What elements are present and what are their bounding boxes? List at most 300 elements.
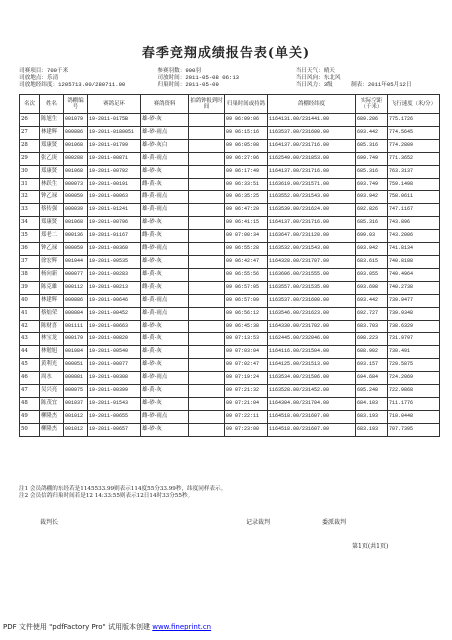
cell-name: 陈财喜 [40, 320, 64, 333]
cell-distance: 688.902 [356, 346, 388, 359]
cell-rank: 35 [20, 230, 40, 243]
cell-loft-id: 001068 [64, 217, 88, 230]
cell-rank: 39 [20, 281, 40, 294]
cell-loft-id: 001012 [64, 423, 88, 436]
cell-rank: 37 [20, 255, 40, 268]
cell-ring: 19-2011-00540 [88, 346, 141, 359]
cell-name: 蔡传强 [40, 204, 64, 217]
cell-rank: 32 [20, 191, 40, 204]
cell-speed: 763.3137 [388, 165, 440, 178]
cell-loft-id: 001044 [64, 255, 88, 268]
cell-name: 柳隆杰 [40, 410, 64, 423]
cell-distance: 693.942 [356, 243, 388, 256]
cell-clock-time [189, 397, 225, 410]
cell-loft-coords: 1163552.00/231543.00 [268, 191, 356, 204]
cell-arrival-time: 09 06:17:49 [225, 165, 268, 178]
cell-loft-id: 001068 [64, 165, 88, 178]
cell-ring: 19-2011-00796 [88, 217, 141, 230]
cell-rank: 43 [20, 333, 40, 346]
cell-loft-coords: 1164131.00/231441.00 [268, 114, 356, 127]
cell-bird-info: 雄-砂-灰 [141, 255, 189, 268]
cell-name: 林跃生 [40, 178, 64, 191]
cell-clock-time [189, 217, 225, 230]
cell-name: 吴兴亮 [40, 385, 64, 398]
cell-ring: 19-2011-01241 [88, 204, 141, 217]
cell-speed: 743.2006 [388, 230, 440, 243]
cell-ring: 19-2011-00820 [88, 333, 141, 346]
cell-name: 林宝龙 [40, 333, 64, 346]
cell-distance: 685.316 [356, 217, 388, 230]
cell-speed: 759.1498 [388, 178, 440, 191]
table-row [20, 165, 440, 178]
cell-loft-id: 001084 [64, 346, 88, 359]
cell-rank: 47 [20, 385, 40, 398]
cell-clock-time [189, 255, 225, 268]
cell-arrival-time: 09 06:57:09 [225, 294, 268, 307]
cell-arrival-time: 09 06:27:06 [225, 152, 268, 165]
cell-ring: 19-2011-00191 [88, 178, 141, 191]
cell-distance: 693.442 [356, 294, 388, 307]
cell-arrival-time: 09 06:15:16 [225, 126, 268, 139]
cell-speed: 774.5645 [388, 126, 440, 139]
cell-rank: 46 [20, 372, 40, 385]
cell-rank: 41 [20, 307, 40, 320]
cell-loft-id: 000886 [64, 126, 88, 139]
cell-speed: 739.9348 [388, 307, 440, 320]
cell-loft-coords: 1164137.00/231716.00 [268, 217, 356, 230]
cell-bird-info: 雄-砂-雨点 [141, 126, 189, 139]
cell-loft-coords: 1163534.00/231506.00 [268, 372, 356, 385]
cell-clock-time [189, 410, 225, 423]
cell-name: 黄利光 [40, 359, 64, 372]
cell-loft-coords: 1163647.00/231120.00 [268, 230, 356, 243]
cell-distance: 693.055 [356, 268, 388, 281]
cell-loft-id: 001012 [64, 410, 88, 423]
cell-bird-info: 雄-砂-灰白 [141, 139, 189, 152]
cell-loft-coords: 1164137.00/231716.00 [268, 165, 356, 178]
cell-loft-id: 000886 [64, 294, 88, 307]
header-distance: 实际空距（千米） [356, 95, 388, 114]
cell-loft-id: 000059 [64, 191, 88, 204]
cell-name: 张乙庚 [40, 152, 64, 165]
cell-ring: 19-2011-01799 [88, 139, 141, 152]
header-ring: 赛鸽足环 [88, 95, 141, 114]
cell-name: 陈茂宜 [40, 397, 64, 410]
cell-rank: 40 [20, 294, 40, 307]
cell-arrival-time: 09 07:00:34 [225, 230, 268, 243]
cell-ring: 19-2011-00655 [88, 410, 141, 423]
cell-speed: 707.7395 [388, 423, 440, 436]
report-title: 春季竞翔成绩报告表(单关) [141, 46, 311, 61]
cell-loft-coords: 1163539.00/231624.00 [268, 204, 356, 217]
cell-clock-time [189, 294, 225, 307]
cell-loft-id: 000288 [64, 152, 88, 165]
cell-name: 郑康贤 [40, 217, 64, 230]
cell-distance: 689.206 [356, 114, 388, 127]
cell-arrival-time: 09 07:19:24 [225, 372, 268, 385]
cell-bird-info: 雌-黄-雨点 [141, 191, 189, 204]
cell-bird-info: 雄-砂-雨点 [141, 372, 189, 385]
cell-arrival-time: 09 07:23:00 [225, 423, 268, 436]
cell-clock-time [189, 230, 225, 243]
cell-rank: 29 [20, 152, 40, 165]
cell-arrival-time: 09 06:41:15 [225, 217, 268, 230]
table-row [20, 397, 440, 410]
cell-distance: 683.193 [356, 410, 388, 423]
cell-ring: 19-2011-0175B [88, 114, 141, 127]
cell-speed: 729.5875 [388, 359, 440, 372]
cell-arrival-time: 09 06:33:51 [225, 178, 268, 191]
cell-arrival-time: 09 07:13:53 [225, 333, 268, 346]
cell-loft-coords: 1164125.00/231513.00 [268, 359, 356, 372]
cell-distance: 693.698 [356, 281, 388, 294]
cell-bird-info: 雄-砂-灰 [141, 165, 189, 178]
table-row [20, 255, 440, 268]
cell-name: 林勉旭 [40, 346, 64, 359]
cell-loft-coords: 1162549.00/231853.00 [268, 152, 356, 165]
cell-arrival-time: 09 06:35:25 [225, 191, 268, 204]
cell-arrival-time: 09 06:47:20 [225, 204, 268, 217]
cell-loft-id: 000077 [64, 268, 88, 281]
table-row [20, 126, 440, 139]
meta-weather: 当日天气：晴天 [295, 67, 335, 74]
cell-bird-info: 雄-黄-灰 [141, 346, 189, 359]
cell-rank: 50 [20, 423, 40, 436]
cell-name: 郑康贤 [40, 139, 64, 152]
cell-distance: 684.103 [356, 397, 388, 410]
header-speed: 飞行速度（米/分） [388, 95, 440, 114]
cell-bird-info: 雄-砂-灰 [141, 114, 189, 127]
cell-speed: 724.2069 [388, 372, 440, 385]
meta-entries: 参赛羽数：900羽 [157, 67, 201, 74]
results-table [19, 94, 440, 437]
note-2: 注2 会员信鸽归巢时间若是12 14:33:55则表示12日14时33分55秒。 [19, 493, 194, 499]
cell-distance: 683.703 [356, 320, 388, 333]
cell-arrival-time: 09 06:45:38 [225, 320, 268, 333]
page-number: 第1页(共1页) [352, 543, 389, 550]
cell-speed: 741.8134 [388, 243, 440, 256]
meta-release-coords: 司放地经纬度：1205713.00/280711.00 [19, 81, 126, 88]
table-row [20, 294, 440, 307]
cell-arrival-time: 09 07:21:32 [225, 385, 268, 398]
signature-appointed-judge: 委派裁判 [322, 519, 347, 526]
cell-loft-id: 000051 [64, 359, 88, 372]
cell-distance: 693.942 [356, 191, 388, 204]
cell-clock-time [189, 243, 225, 256]
cell-loft-id: 000059 [64, 243, 88, 256]
cell-bird-info: 雄-砂-灰 [141, 217, 189, 230]
cell-distance: 683.615 [356, 255, 388, 268]
table-row [20, 217, 440, 230]
meta-wind-direction: 当日风向：东北风 [295, 74, 341, 81]
cell-ring: 19-2011-00063 [88, 191, 141, 204]
cell-loft-coords: 1164328.00/231707.00 [268, 255, 356, 268]
meta-tabulated: 制表：2011年05月12日 [351, 81, 412, 88]
table-row [20, 230, 440, 243]
table-row [20, 191, 440, 204]
notes [19, 486, 226, 500]
cell-loft-coords: 1164518.00/231607.00 [268, 423, 356, 436]
cell-loft-coords: 1164304.00/231704.00 [268, 397, 356, 410]
cell-ring: 19-2011-00871 [88, 152, 141, 165]
cell-bird-info: 雄-黄-雨点 [141, 152, 189, 165]
table-row [20, 204, 440, 217]
cell-bird-info: 雄-黄-雨点 [141, 294, 189, 307]
cell-name: 林建辉 [40, 294, 64, 307]
cell-loft-id: 001111 [64, 320, 88, 333]
cell-name: 郑老二 [40, 230, 64, 243]
cell-ring: 19-2011-00663 [88, 320, 141, 333]
cell-clock-time [189, 346, 225, 359]
cell-distance: 692.727 [356, 307, 388, 320]
cell-name: 柳隆杰 [40, 423, 64, 436]
cell-loft-coords: 1164518.00/231607.00 [268, 410, 356, 423]
cell-loft-id: 000039 [64, 204, 88, 217]
table-row [20, 333, 440, 346]
header-arrival-time: 归巢时间或持鸽 [225, 95, 268, 114]
footer-link[interactable]: www.fineprint.cn [152, 623, 212, 631]
cell-loft-coords: 1163528.00/231452.00 [268, 385, 356, 398]
cell-bird-info: 雌-黄-灰 [141, 230, 189, 243]
cell-ring: 19-2011-00646 [88, 294, 141, 307]
cell-rank: 27 [20, 126, 40, 139]
cell-rank: 34 [20, 217, 40, 230]
cell-rank: 33 [20, 204, 40, 217]
cell-bird-info: 雌-砂-雨点 [141, 243, 189, 256]
cell-clock-time [189, 372, 225, 385]
cell-name: 郑康贤 [40, 165, 64, 178]
cell-speed: 730.491 [388, 346, 440, 359]
header-loft-id: 鸽棚编号 [64, 95, 88, 114]
table-row [20, 372, 440, 385]
cell-ring: 19-2011-00077 [88, 359, 141, 372]
table-row [20, 139, 440, 152]
cell-loft-id: 000073 [64, 178, 88, 191]
cell-arrival-time: 09 07:02:47 [225, 359, 268, 372]
table-row [20, 114, 440, 127]
cell-clock-time [189, 281, 225, 294]
meta-release-place: 司放地点：乐清 [19, 74, 59, 81]
cell-speed: 739.9477 [388, 294, 440, 307]
cell-name: 钟乙禄 [40, 243, 64, 256]
signature-record-judge: 记录裁判 [246, 519, 271, 526]
cell-loft-id: 000084 [64, 307, 88, 320]
cell-clock-time [189, 178, 225, 191]
header-rank: 名次 [20, 95, 40, 114]
table-row [20, 307, 440, 320]
header-bird-info: 赛鸽资料 [141, 95, 189, 114]
cell-bird-info: 雄-砂-灰 [141, 320, 189, 333]
cell-clock-time [189, 114, 225, 127]
cell-clock-time [189, 359, 225, 372]
cell-clock-time [189, 268, 225, 281]
cell-ring: 19-2011-00308 [88, 372, 141, 385]
cell-speed: 711.1776 [388, 397, 440, 410]
cell-distance: 683.193 [356, 423, 388, 436]
cell-ring: 19-2011-01543 [88, 397, 141, 410]
cell-arrival-time: 09 06:55:56 [225, 268, 268, 281]
cell-name: 钟乙禄 [40, 191, 64, 204]
cell-loft-coords: 1163606.00/231555.00 [268, 268, 356, 281]
cell-ring: 19-2011-00213 [88, 281, 141, 294]
cell-ring: 19-2011-0180051 [88, 126, 141, 139]
table-row [20, 423, 440, 436]
cell-loft-coords: 1164137.00/231716.00 [268, 139, 356, 152]
table-row [20, 410, 440, 423]
cell-speed: 771.3652 [388, 152, 440, 165]
cell-name: 周水 [40, 372, 64, 385]
table-row [20, 320, 440, 333]
cell-ring: 19-2011-00792 [88, 165, 141, 178]
cell-bird-info: 雄-黄-雨点 [141, 204, 189, 217]
cell-name: 杨向新 [40, 268, 64, 281]
cell-bird-info: 雄-砂-灰 [141, 397, 189, 410]
cell-ring: 19-2011-01167 [88, 230, 141, 243]
meta-distance: 司赛项目：700千米 [19, 67, 69, 74]
cell-arrival-time: 09 06:05:08 [225, 139, 268, 152]
cell-bird-info: 雄-黄-灰 [141, 333, 189, 346]
cell-rank: 36 [20, 243, 40, 256]
cell-rank: 26 [20, 114, 40, 127]
cell-ring: 19-2011-00535 [88, 255, 141, 268]
cell-bird-info: 雄-砂-灰 [141, 359, 189, 372]
cell-bird-info: 雌-黄-灰 [141, 281, 189, 294]
cell-loft-id: 000075 [64, 385, 88, 398]
table-row [20, 281, 440, 294]
cell-loft-coords: 1164116.00/231504.00 [268, 346, 356, 359]
cell-loft-id: 000136 [64, 230, 88, 243]
meta-return-date: 归巢时间：2011-05-09 [157, 81, 219, 88]
cell-speed: 740.8188 [388, 255, 440, 268]
cell-distance: 699.749 [356, 152, 388, 165]
cell-rank: 49 [20, 410, 40, 423]
cell-distance: 694.684 [356, 372, 388, 385]
cell-ring: 19-2011-00452 [88, 307, 141, 320]
cell-loft-coords: 1162445.00/232046.00 [268, 333, 356, 346]
table-row [20, 152, 440, 165]
cell-distance: 698.223 [356, 333, 388, 346]
meta-wind-force: 当日风力：3级 [295, 81, 333, 88]
cell-ring: 19-2011-00399 [88, 385, 141, 398]
cell-speed: 710.0448 [388, 410, 440, 423]
cell-name: 陈克雄 [40, 281, 64, 294]
table-row [20, 243, 440, 256]
cell-loft-coords: 1163619.00/231571.00 [268, 178, 356, 191]
cell-loft-id: 001037 [64, 397, 88, 410]
cell-arrival-time: 09 06:57:05 [225, 281, 268, 294]
cell-rank: 48 [20, 397, 40, 410]
cell-arrival-time: 09 07:22:11 [225, 410, 268, 423]
cell-rank: 28 [20, 139, 40, 152]
cell-distance: 695.248 [356, 385, 388, 398]
cell-clock-time [189, 385, 225, 398]
cell-clock-time [189, 126, 225, 139]
cell-speed: 738.6329 [388, 320, 440, 333]
table-row [20, 385, 440, 398]
cell-ring: 19-2011-00657 [88, 423, 141, 436]
cell-loft-coords: 1163546.00/231623.00 [268, 307, 356, 320]
cell-loft-id: 000179 [64, 333, 88, 346]
cell-speed: 747.1167 [388, 204, 440, 217]
cell-arrival-time: 09 07:21:04 [225, 397, 268, 410]
cell-rank: 38 [20, 268, 40, 281]
cell-loft-id: 000081 [64, 372, 88, 385]
cell-rank: 30 [20, 165, 40, 178]
cell-rank: 31 [20, 178, 40, 191]
cell-name: 林建辉 [40, 126, 64, 139]
note-1: 注1 会员鸽棚的东经若是1145533.99则表示114度55分33.99秒，纬度同样表示。 [19, 486, 227, 492]
cell-clock-time [189, 320, 225, 333]
cell-clock-time [189, 139, 225, 152]
table-header-row [20, 95, 440, 114]
cell-clock-time [189, 423, 225, 436]
header-clock-time: 拍鸽钟报到时间 [189, 95, 225, 114]
cell-clock-time [189, 191, 225, 204]
cell-distance: 699.03 [356, 230, 388, 243]
pdf-footer [3, 622, 211, 632]
cell-name: 蔡灿荣 [40, 307, 64, 320]
cell-bird-info: 雄-砂-灰 [141, 423, 189, 436]
cell-loft-id: 000112 [64, 281, 88, 294]
cell-clock-time [189, 333, 225, 346]
footer-text: PDF 文件使用 "pdfFactory Pro" 试用版本创建 [3, 623, 153, 631]
cell-bird-info: 雄-黄-灰 [141, 268, 189, 281]
cell-arrival-time: 09 06:56:12 [225, 307, 268, 320]
cell-loft-coords: 1163557.00/231535.00 [268, 281, 356, 294]
cell-clock-time [189, 204, 225, 217]
cell-speed: 774.2809 [388, 139, 440, 152]
table-row [20, 178, 440, 191]
cell-arrival-time: 09 06:42:47 [225, 255, 268, 268]
table-row [20, 359, 440, 372]
cell-distance: 685.316 [356, 165, 388, 178]
signature-chief-judge: 裁判长 [40, 519, 59, 526]
cell-speed: 758.0611 [388, 191, 440, 204]
cell-speed: 740.4964 [388, 268, 440, 281]
cell-ring: 19-2011-00360 [88, 243, 141, 256]
cell-arrival-time: 09 06:09:06 [225, 114, 268, 127]
header-name: 姓名 [40, 95, 64, 114]
cell-ring: 19-2011-00283 [88, 268, 141, 281]
cell-bird-info: 雌-砂-雨点 [141, 410, 189, 423]
cell-distance: 692.826 [356, 204, 388, 217]
cell-clock-time [189, 307, 225, 320]
cell-distance: 693.442 [356, 126, 388, 139]
cell-loft-coords: 1164330.00/231702.00 [268, 320, 356, 333]
results-body [20, 114, 440, 437]
meta-row-3 [19, 80, 412, 88]
cell-clock-time [189, 152, 225, 165]
cell-distance: 693.749 [356, 178, 388, 191]
cell-rank: 45 [20, 359, 40, 372]
cell-distance: 685.316 [356, 139, 388, 152]
cell-speed: 722.9868 [388, 385, 440, 398]
cell-speed: 775.1726 [388, 114, 440, 127]
cell-arrival-time: 09 07:03:04 [225, 346, 268, 359]
cell-loft-id: 001079 [64, 114, 88, 127]
table-row [20, 268, 440, 281]
cell-bird-info: 雄-黄-雨点 [141, 307, 189, 320]
cell-speed: 740.2738 [388, 281, 440, 294]
cell-distance: 693.157 [356, 359, 388, 372]
meta-release-time: 司放时间：2011-05-08 06:13 [157, 74, 240, 81]
cell-loft-coords: 1163532.00/231543.00 [268, 243, 356, 256]
table-row [20, 346, 440, 359]
cell-arrival-time: 09 06:55:28 [225, 243, 268, 256]
cell-loft-coords: 1163537.00/231600.00 [268, 126, 356, 139]
header-loft-coords: 鸽棚经纬度 [268, 95, 356, 114]
cell-loft-id: 001068 [64, 139, 88, 152]
